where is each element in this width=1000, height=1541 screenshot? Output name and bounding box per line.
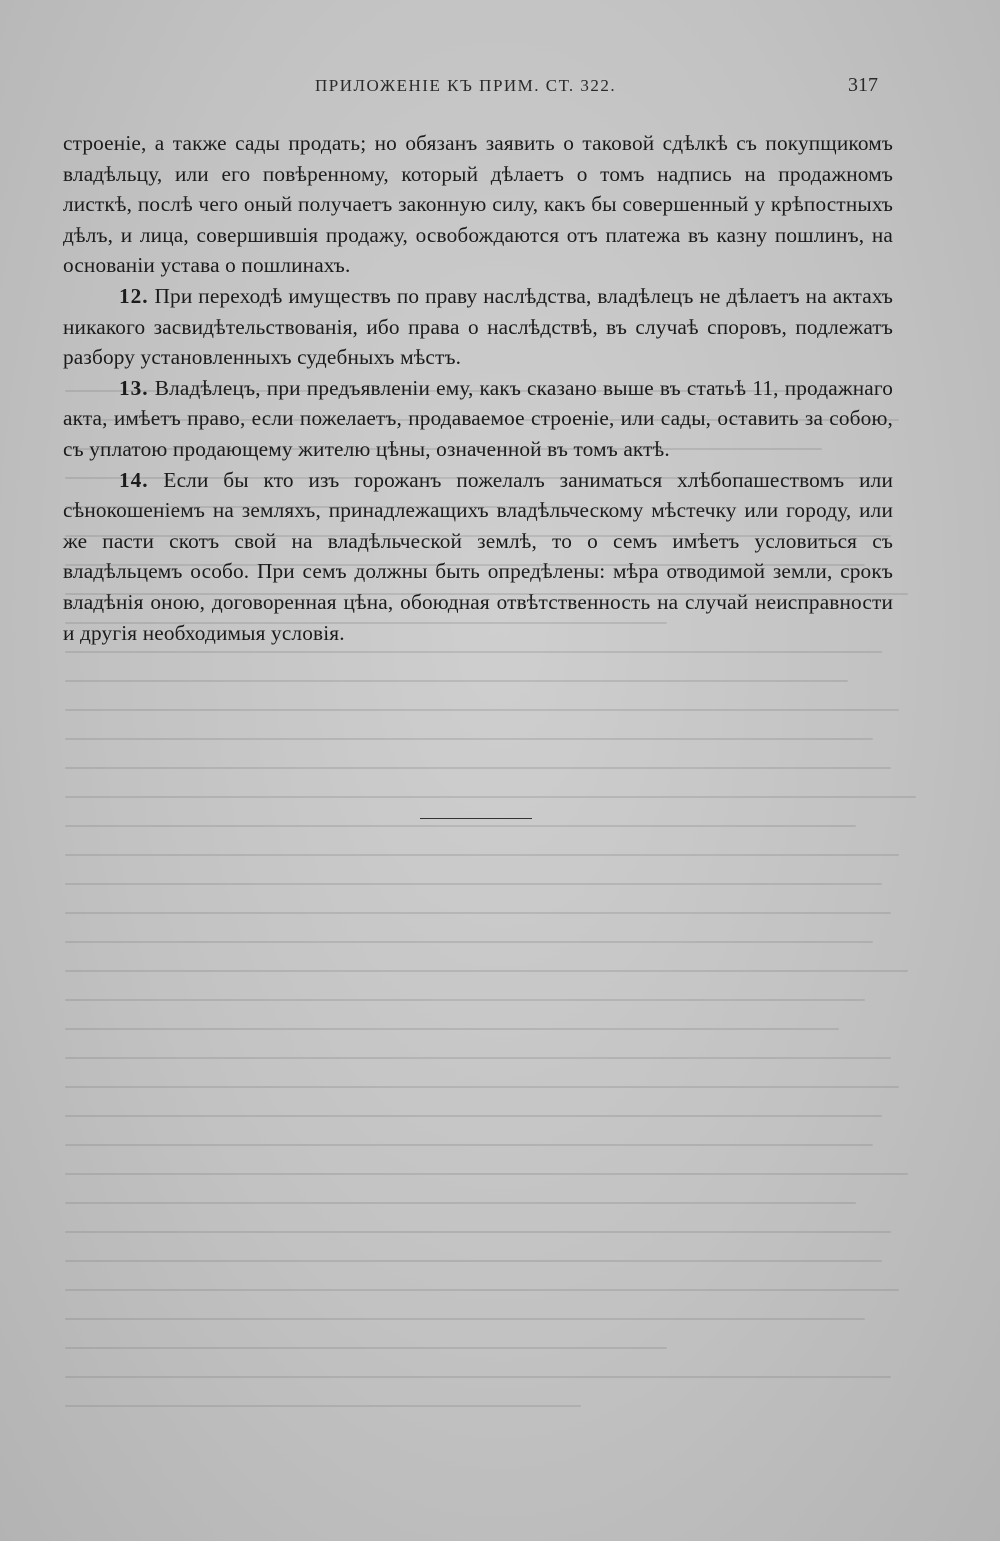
article-13 — [63, 373, 893, 465]
running-head: ПРИЛОЖЕНІЕ КЪ ПРИМ. СТ. 322. — [315, 76, 617, 95]
body-text — [63, 128, 893, 648]
page-number: 317 — [848, 74, 878, 96]
section-divider — [420, 818, 532, 819]
article-14 — [63, 465, 893, 649]
article-text: Владѣлецъ, при предъявленіи ему, какъ сказано выше въ статьѣ 11, продажнаго акта, имѣетъ право, если пожелаетъ, продаваемое строеніе, или сады, оставить за собою, съ уплатою продающему жителю цѣны, означенной въ томъ актѣ. — [63, 375, 893, 461]
article-12 — [63, 281, 893, 373]
article-text: Если бы кто изъ горожанъ пожелалъ заниматься хлѣбопашествомъ или сѣнокошеніемъ на земляхъ, принадлежащихъ владѣльческому мѣстечку или городу, или же пасти скотъ свой на владѣльческой землѣ, то о семъ имѣетъ условиться съ владѣльцемъ особо. При семъ должны быть опредѣлены: мѣра отводимой земли, срокъ владѣнія оною, договоренная цѣна, обоюдная отвѣтственность на случай неисправности и другія необходимыя условія. — [63, 467, 893, 645]
page-header — [0, 70, 1000, 100]
article-number: 13. — [119, 375, 149, 400]
article-text: При переходѣ имуществъ по праву наслѣдства, владѣлецъ не дѣлаетъ на актахъ никакого засвидѣтельствованія, ибо права о наслѣдствѣ, въ случаѣ споровъ, подлежатъ разбору установленныхъ судебныхъ мѣстъ. — [63, 283, 893, 370]
article-number: 12. — [119, 283, 149, 308]
paragraph-continuation: строеніе, а также сады продать; но обязанъ заявить о таковой сдѣлкѣ съ покупщикомъ владѣльцу, или его повѣренному, который дѣлаетъ о томъ надпись на продажномъ листкѣ, послѣ чего оный получаетъ законную силу, какъ бы совершенный у крѣпостныхъ дѣлъ, и лица, совершившія продажу, освобождаются отъ платежа въ казну пошлинъ, на основаніи устава о пошлинахъ. — [63, 131, 893, 278]
article-number: 14. — [119, 467, 149, 492]
